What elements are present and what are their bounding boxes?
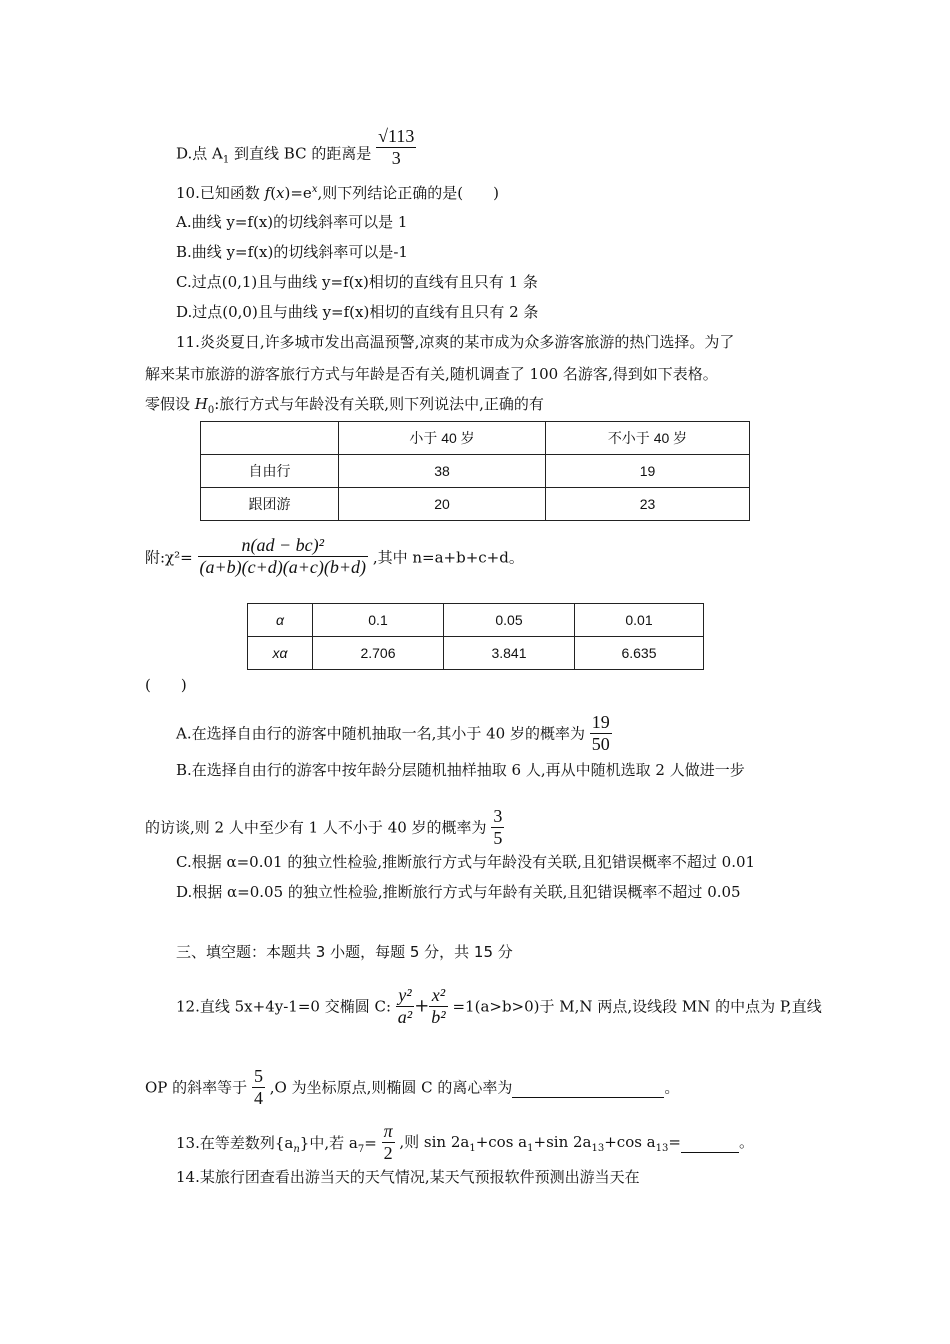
q12-line2: [145, 1066, 679, 1109]
section-3-title: 三、填空题：本题共 3 小题，每题 5 分，共 15 分: [176, 943, 513, 961]
q13-p6: +sin 2a: [533, 1133, 592, 1151]
q13-sub7: 7: [357, 1143, 365, 1155]
q11-option-d: D.根据 α=0.05 的独立性检验,推断旅行方式与年龄有关联,且犯错误概率不超过 0.05: [176, 883, 741, 901]
cv-cell: 2.706: [313, 637, 444, 670]
q13-line: [176, 1121, 754, 1164]
q13-den: 2: [383, 1143, 393, 1163]
survey-cell: 38: [339, 455, 546, 488]
survey-header-2: 不小于 40 岁: [546, 422, 750, 455]
q12-f2-num: x²: [429, 985, 447, 1007]
q13-end: 。: [738, 1133, 754, 1151]
q10-option-c: C.过点(0,1)且与曲线 y=f(x)相切的直线有且只有 1 条: [176, 273, 538, 291]
q11-line2: 解来某市旅游的游客旅行方式与年龄是否有关,随机调查了 100 名游客,得到如下表格。: [145, 365, 718, 383]
q9d-rest: 到直线 BC 的距离是: [229, 144, 372, 163]
q9d-num: √113: [378, 126, 415, 146]
q13-p7: +cos a: [604, 1133, 656, 1151]
q11-line3b: :旅行方式与年龄没有关联,则下列说法中,正确的有: [214, 395, 544, 413]
q11-paren: ( ): [145, 676, 187, 694]
q11-b-den: 5: [493, 828, 503, 848]
q10-stem-x: x: [276, 184, 285, 202]
q11-b-num: 3: [493, 806, 503, 826]
q13-s4: 13: [655, 1143, 669, 1154]
q11-b-text: 的访谈,则 2 人中至少有 1 人不小于 40 岁的概率为: [145, 818, 487, 837]
chi-square-formula: [145, 537, 524, 578]
survey-header-1: 小于 40 岁: [339, 422, 546, 455]
q10-stem-c: )=e: [284, 184, 312, 202]
cv-cell: 0.01: [575, 604, 704, 637]
q10-stem-f: f: [264, 184, 271, 202]
q13-p5: +cos a: [475, 1133, 528, 1151]
survey-header-0: [201, 422, 339, 455]
q13-p4: ,则 sin 2a: [399, 1133, 470, 1151]
q12-f1-num: y²: [396, 985, 414, 1007]
q12-answer-blank[interactable]: [512, 1077, 664, 1098]
q9d-fraction: [376, 126, 416, 169]
q11-option-b-line1: B.在选择自由行的游客中按年龄分层随机抽样抽取 6 人,再从中随机选取 2 人做进一步: [176, 761, 745, 779]
q13-answer-blank[interactable]: [681, 1132, 739, 1153]
q14-line1: 14.某旅行团查看出游当天的天气情况,某天气预报软件预测出游当天在: [176, 1168, 640, 1186]
cv-cell: α: [248, 604, 313, 637]
q12-l2a: OP 的斜率等于: [145, 1078, 248, 1097]
survey-table: [200, 421, 750, 521]
q10-stem-sup: x: [311, 184, 318, 195]
q11-b-fraction: [491, 806, 504, 849]
formula-suffix: ,其中 n=a+b+c+d。: [372, 548, 524, 567]
q9d-text: D.点 A: [176, 144, 223, 163]
q11-a-den: 50: [591, 734, 610, 754]
q12-plus: +: [414, 995, 430, 1017]
q13-s3: 13: [591, 1143, 605, 1154]
q12-p1: 12.直线 5x+4y-1=0 交椭圆 C:: [176, 997, 392, 1016]
q13-p3: =: [364, 1133, 377, 1152]
survey-cell: 23: [546, 488, 750, 521]
q10-stem-a: 10.已知函数: [176, 184, 265, 202]
q11-a-text: A.在选择自由行的游客中随机抽取一名,其小于 40 岁的概率为: [176, 724, 585, 743]
survey-cell: 19: [546, 455, 750, 488]
q12-line1: [176, 985, 822, 1028]
q12-end: 。: [664, 1078, 680, 1097]
q10-stem: [176, 183, 499, 203]
q10-stem-d: ,则下列结论正确的是( ): [317, 184, 499, 202]
q11-line1: 11.炎炎夏日,许多城市发出高温预警,凉爽的某市成为众多游客旅游的热门选择。为了: [176, 333, 735, 351]
q9d-den: 3: [391, 148, 401, 168]
q11-line3: [145, 394, 544, 414]
q11-option-b-line2: [145, 806, 504, 849]
q11-line3a: 零假设: [145, 395, 195, 413]
survey-cell: 跟团游: [201, 488, 339, 521]
formula-den: (a+b)(c+d)(a+c)(b+d): [199, 557, 367, 577]
q11-a-num: 19: [591, 712, 610, 732]
q12-frac-x: [429, 985, 447, 1028]
q12-p2: =1(a>b>0)于 M,N 两点,设线段 MN 的中点为 P,直线: [452, 997, 822, 1016]
q10-option-d: D.过点(0,0)且与曲线 y=f(x)相切的直线有且只有 2 条: [176, 303, 539, 321]
q12-f1-den: a²: [397, 1007, 413, 1027]
q10-stem-b: (: [270, 184, 277, 202]
q10-option-b: B.曲线 y=f(x)的切线斜率可以是-1: [176, 243, 408, 261]
q13-num: π: [383, 1121, 393, 1141]
q13-s2: 1: [527, 1143, 534, 1154]
q13-p8: =: [668, 1133, 681, 1151]
q9-option-d: [176, 126, 416, 169]
q12-l2-num: 5: [253, 1066, 263, 1086]
cv-cell: 3.841: [444, 637, 575, 670]
survey-cell: 20: [339, 488, 546, 521]
q10-option-a: A.曲线 y=f(x)的切线斜率可以是 1: [176, 213, 408, 231]
q11-option-c: C.根据 α=0.01 的独立性检验,推断旅行方式与年龄没有关联,且犯错误概率不超过 0.01: [176, 853, 756, 871]
q12-frac-y: [396, 985, 414, 1028]
q12-slope-fraction: [252, 1066, 265, 1109]
q12-l2-den: 4: [253, 1088, 263, 1108]
cv-cell: xα: [248, 637, 313, 670]
q13-rest: [399, 1133, 754, 1154]
cv-cell: 0.1: [313, 604, 444, 637]
q13-fraction: [382, 1121, 395, 1164]
formula-num: n(ad − bc)²: [198, 535, 369, 557]
cv-cell: 0.05: [444, 604, 575, 637]
q13-p2: }中,若 a: [299, 1133, 358, 1152]
formula-fraction: [198, 535, 369, 578]
critical-value-table: [247, 603, 704, 670]
survey-cell: 自由行: [201, 455, 339, 488]
q11-option-a: [176, 712, 612, 755]
q13-text: [176, 1133, 377, 1155]
q13-s1: 1: [469, 1143, 476, 1154]
q13-p1: 13.在等差数列{a: [176, 1133, 294, 1152]
formula-prefix: 附:χ²=: [145, 548, 193, 567]
q11-line3h: H: [194, 395, 208, 413]
q13-sub-n: n: [293, 1143, 300, 1155]
q11-line3sub: 0: [207, 405, 215, 416]
q12-l2b: ,O 为坐标原点,则椭圆 C 的离心率为: [269, 1078, 513, 1097]
q9d-sub: 1: [222, 154, 230, 166]
q12-f2-den: b²: [431, 1007, 446, 1027]
cv-cell: 6.635: [575, 637, 704, 670]
q11-a-fraction: [590, 712, 612, 755]
